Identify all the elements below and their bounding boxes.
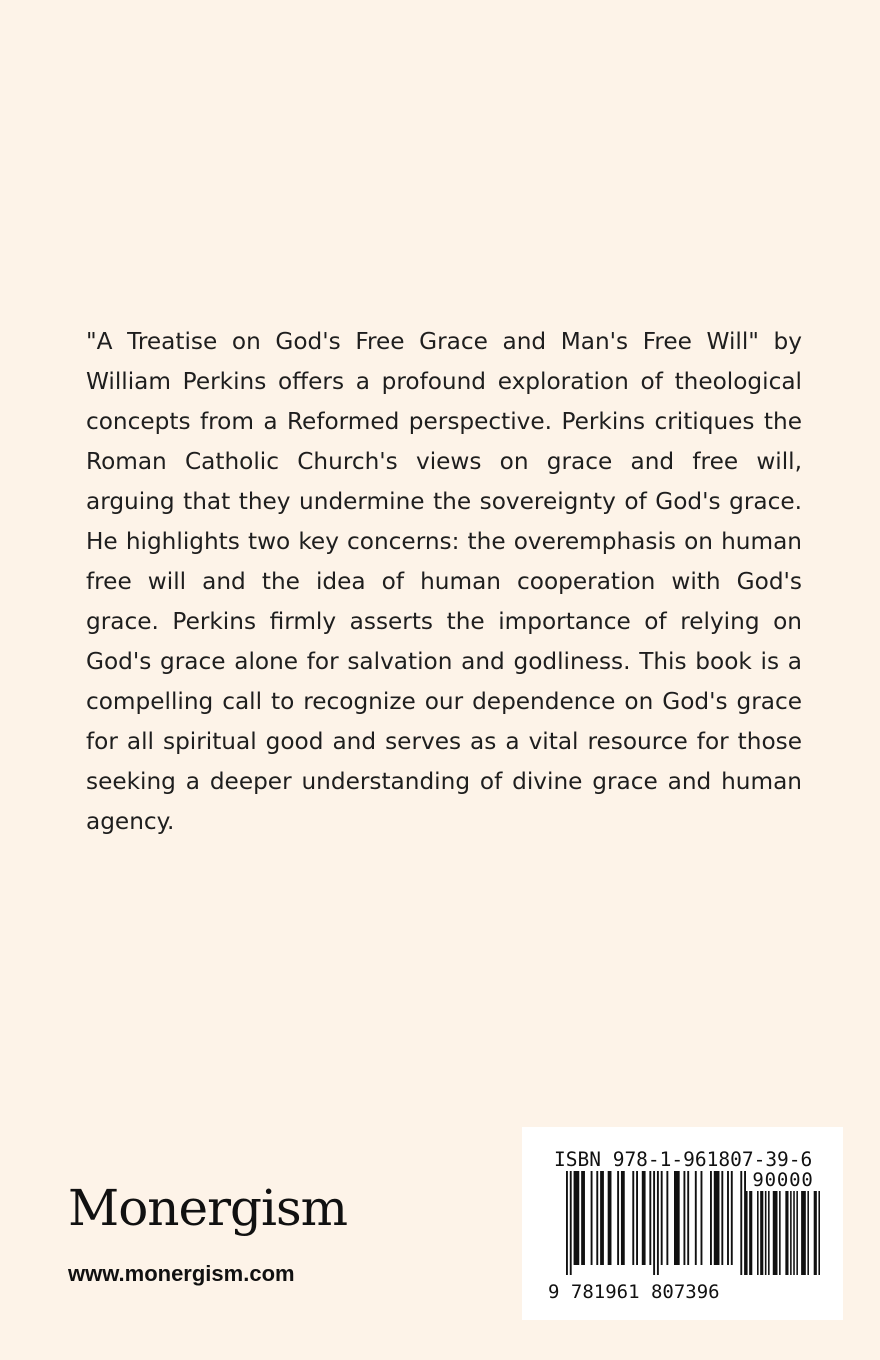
barcode-bar xyxy=(657,1171,659,1275)
barcode-bar xyxy=(683,1171,685,1265)
barcode-bar xyxy=(661,1171,663,1265)
publisher-logo: Monergism xyxy=(68,1179,348,1237)
barcode-bar xyxy=(760,1191,763,1275)
barcode-bar xyxy=(701,1171,703,1265)
barcode-bar xyxy=(714,1171,720,1265)
publisher-website: www.monergism.com xyxy=(68,1261,295,1286)
barcode-bar xyxy=(621,1171,625,1265)
barcode-bar xyxy=(746,1191,748,1275)
barcode-bar xyxy=(790,1191,792,1275)
ean-barcode xyxy=(566,1171,746,1275)
barcode-bar xyxy=(749,1191,752,1275)
book-description: "A Treatise on God's Free Grace and Man's Free Will" by William Perkins offers a profound exploration of theological concepts from a Reformed perspective. Perkins critiques the Roman Catholic Church's views on grace and free will, arguing that they undermine the sovereignty of God's grace. He highlights two key concerns: the overemphasis on human free will and the idea of human cooperation with God's grace. Perkins firmly asserts the importance of relying on God's grace alone for salvation and godliness. This book is a compelling call to recognize our dependence on God's grace for all spiritual good and serves as a vital resource for those seeking a deeper understanding of divine grace and human agency. xyxy=(86,328,802,835)
barcode-bar xyxy=(632,1171,634,1265)
barcode-bar xyxy=(617,1171,619,1265)
barcode-bar xyxy=(814,1191,817,1275)
barcode-bar xyxy=(768,1191,770,1275)
barcode-bar xyxy=(591,1171,593,1265)
barcode-bar xyxy=(807,1191,809,1275)
barcode-bar xyxy=(695,1171,697,1265)
isbn-label: ISBN 978-1-961807-39-6 xyxy=(554,1148,813,1171)
barcode-bar xyxy=(793,1191,795,1275)
barcode-bar xyxy=(596,1171,598,1265)
barcode-bar xyxy=(608,1171,612,1265)
barcode-bar xyxy=(674,1171,680,1265)
isbn-barcode-panel xyxy=(522,1127,843,1320)
barcode-bar xyxy=(710,1171,712,1265)
barcode-bar xyxy=(731,1171,733,1265)
barcode-digits: 9 781961 807396 xyxy=(548,1281,720,1303)
barcode-bar xyxy=(649,1171,651,1265)
barcode-bar xyxy=(570,1171,572,1275)
barcode-bar xyxy=(779,1191,781,1275)
barcode-bar xyxy=(727,1171,729,1265)
barcode-bar xyxy=(581,1171,585,1265)
barcode-bar xyxy=(818,1191,820,1275)
addon-barcode xyxy=(746,1191,820,1275)
barcode-bar xyxy=(740,1171,742,1275)
barcode-bar xyxy=(600,1171,604,1265)
barcode-bar xyxy=(721,1171,723,1265)
barcode-bar xyxy=(636,1171,638,1265)
barcode-bar xyxy=(642,1171,646,1265)
barcode-bar xyxy=(757,1191,759,1275)
barcode-bar xyxy=(687,1171,689,1265)
barcode-bar xyxy=(666,1171,668,1265)
addon-price-code: 90000 xyxy=(752,1169,814,1191)
barcode-bar xyxy=(796,1191,798,1275)
barcode-bar xyxy=(574,1171,580,1265)
barcode-bar xyxy=(785,1191,788,1275)
barcode-bar xyxy=(653,1171,655,1275)
barcode-bar xyxy=(773,1191,778,1275)
barcode-bar xyxy=(566,1171,568,1275)
barcode-bar xyxy=(801,1191,806,1275)
barcode-bar xyxy=(765,1191,767,1275)
